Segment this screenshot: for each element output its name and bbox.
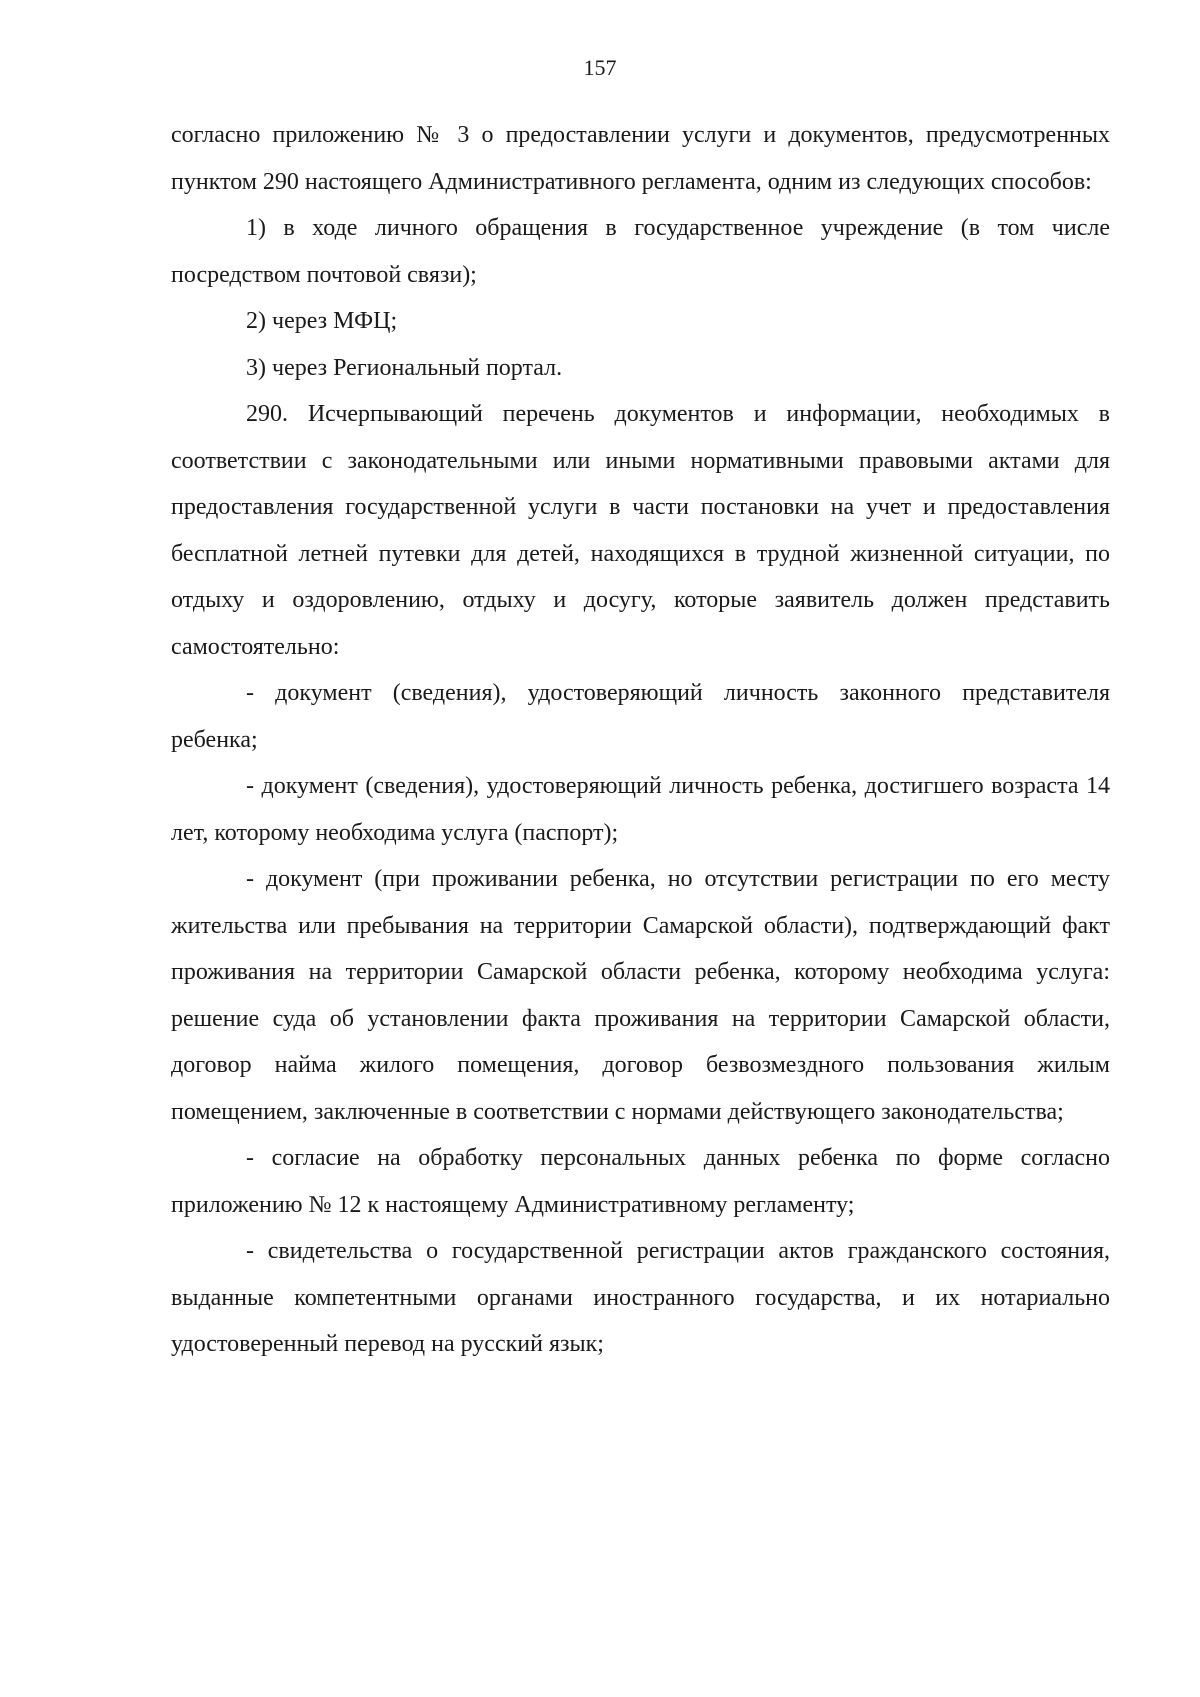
list-item-child-id: - документ (сведения), удостоверяющий личность ребенка, достигшего возраста 14 лет, которому необходима услуга (паспорт);: [171, 773, 1110, 846]
list-item-regional-portal: 3) через Региональный портал.: [246, 354, 563, 381]
document-body: [171, 112, 1110, 1368]
list-item-personal-visit: 1) в ходе личного обращения в государственное учреждение (в том числе посредством почтовой связи);: [171, 215, 1110, 288]
paragraph-290: 290. Исчерпывающий перечень документов и информации, необходимых в соответствии с законодательными или иными нормативными правовыми актами для предоставления государственной услуги в части постановки на учет и предоставления бесплатной летней путевки для детей, находящихся в трудной жизненной ситуации, по отдыху и оздоровлению, отдыху и досугу, которые заявитель должен представить самостоятельно:: [171, 401, 1110, 660]
list-item-representative-id: - документ (сведения), удостоверяющий личность законного представителя ребенка;: [171, 680, 1110, 753]
list-item-foreign-civil-certificates: - свидетельства о государственной регистрации актов гражданского состояния, выданные компетентными органами иностранного государства, и их нотариально удостоверенный перевод на русский язык;: [171, 1238, 1110, 1357]
paragraph-submission-methods-intro: согласно приложению № 3 о предоставлении услуги и документов, предусмотренных пунктом 290 настоящего Административного регламента, одним из следующих способов:: [171, 122, 1110, 195]
list-item-personal-data-consent: - согласие на обработку персональных данных ребенка по форме согласно приложению № 12 к настоящему Административному регламенту;: [171, 1145, 1110, 1218]
list-item-mfc: 2) через МФЦ;: [246, 308, 398, 334]
page-number: 157: [583, 55, 617, 80]
list-item-residence-proof: - документ (при проживании ребенка, но отсутствии регистрации по его месту жительства или пребывания на территории Самарской области), подтверждающий факт проживания на территории Самарской области ребенка, которому необходима услуга: решение суда об установлении факта проживания на территории Самарской области, договор найма жилого помещения, договор безвозмездного пользования жилым помещением, заключенные в соответствии с нормами действующего законодательства;: [171, 866, 1110, 1125]
